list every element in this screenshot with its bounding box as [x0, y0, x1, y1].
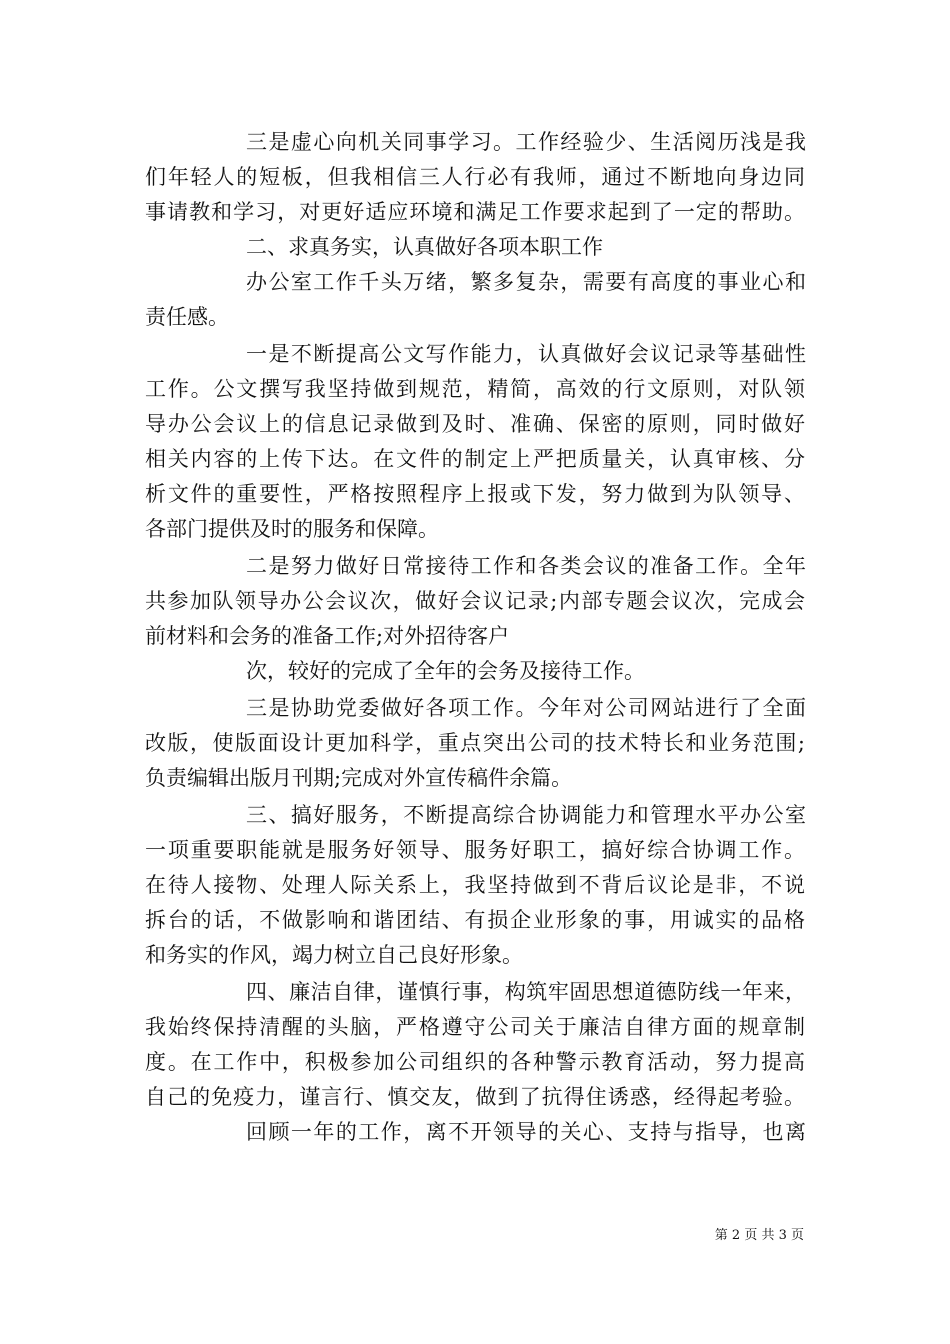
paragraph-line: 析文件的重要性，严格按照程序上报或下发，努力做到为队领导、 [145, 482, 805, 506]
section-heading-2: 二、求真务实，认真做好各项本职工作 [246, 235, 603, 259]
paragraph-line: 办公室工作千头万绪，繁多复杂，需要有高度的事业心和 [246, 270, 806, 294]
paragraph-line: 责任感。 [145, 305, 229, 329]
paragraph-line: 度。在工作中，积极参加公司组织的各种警示教育活动，努力提高 [145, 1050, 805, 1074]
paragraph-line: 三是虚心向机关同事学习。工作经验少、生活阅历浅是我 [246, 130, 806, 154]
paragraph-line: 和务实的作风，竭力树立自己良好形象。 [145, 943, 523, 967]
page-number-footer: 第 2 页 共 3 页 [714, 1228, 804, 1243]
paragraph-line: 三是协助党委做好各项工作。今年对公司网站进行了全面 [246, 696, 806, 720]
paragraph-line: 拆台的话，不做影响和谐团结、有损企业形象的事，用诚实的品格 [145, 908, 805, 932]
paragraph-line: 相关内容的上传下达。在文件的制定上严把质量关，认真审核、分 [145, 447, 805, 471]
paragraph-line: 们年轻人的短板，但我相信三人行必有我师，通过不断地向身边同 [145, 165, 805, 189]
section-heading-3: 三、搞好服务，不断提高综合协调能力和管理水平办公室 [246, 803, 806, 827]
paragraph-line: 改版，使版面设计更加科学，重点突出公司的技术特长和业务范围; [145, 731, 805, 755]
paragraph-line: 一项重要职能就是服务好领导、服务好职工，搞好综合协调工作。 [145, 838, 805, 862]
section-heading-4: 四、廉洁自律，谨慎行事，构筑牢固思想道德防线一年来， [246, 980, 806, 1004]
paragraph-line: 自己的免疫力，谨言行、慎交友，做到了抗得住诱惑，经得起考验。 [145, 1085, 805, 1109]
paragraph-line: 在待人接物、处理人际关系上，我坚持做到不背后议论是非，不说 [145, 873, 805, 897]
paragraph-line: 一是不断提高公文写作能力，认真做好会议记录等基础性 [246, 342, 806, 366]
paragraph-line: 次，较好的完成了全年的会务及接待工作。 [246, 659, 645, 683]
paragraph-line: 前材料和会务的准备工作;对外招待客户 [145, 624, 510, 648]
paragraph-line: 各部门提供及时的服务和保障。 [145, 517, 439, 541]
paragraph-line: 回顾一年的工作，离不开领导的关心、支持与指导，也离 [246, 1120, 806, 1144]
paragraph-line: 我始终保持清醒的头脑，严格遵守公司关于廉洁自律方面的规章制 [145, 1015, 805, 1039]
paragraph-line: 导办公会议上的信息记录做到及时、准确、保密的原则，同时做好 [145, 412, 805, 436]
paragraph-line: 工作。公文撰写我坚持做到规范，精简，高效的行文原则，对队领 [145, 377, 805, 401]
paragraph-line: 共参加队领导办公会议次，做好会议记录;内部专题会议次，完成会 [145, 589, 805, 613]
paragraph-line: 事请教和学习，对更好适应环境和满足工作要求起到了一定的帮助。 [145, 200, 805, 224]
paragraph-line: 二是努力做好日常接待工作和各类会议的准备工作。全年 [246, 554, 806, 578]
paragraph-line: 负责编辑出版月刊期;完成对外宣传稿件余篇。 [145, 766, 573, 790]
